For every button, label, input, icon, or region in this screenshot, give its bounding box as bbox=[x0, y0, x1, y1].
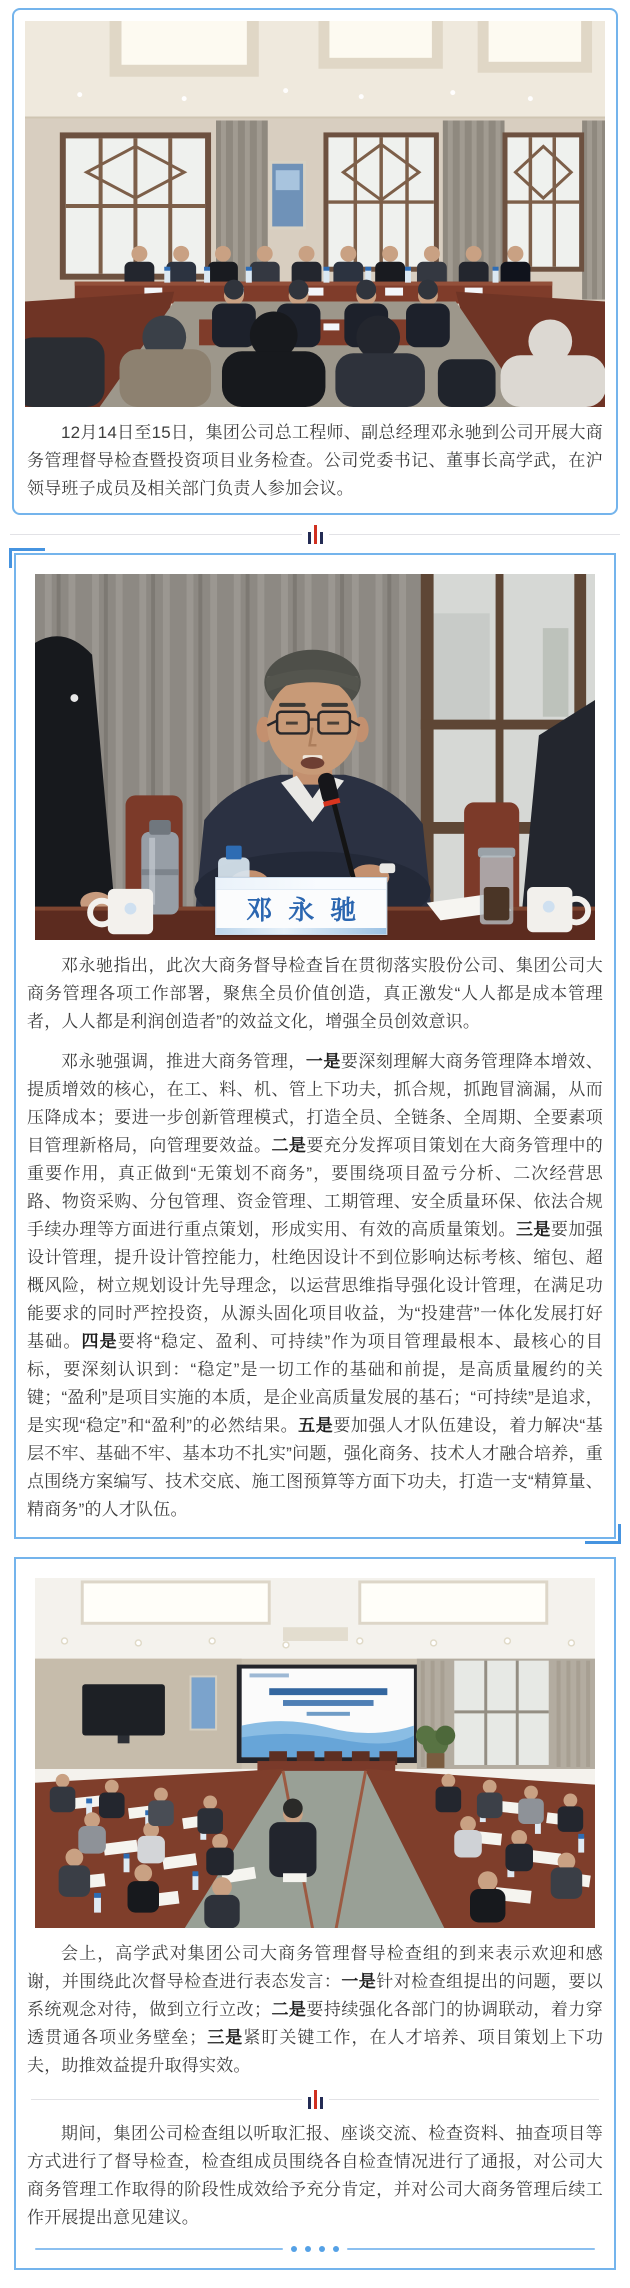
photo-deng-yongchi-speaking[interactable] bbox=[35, 574, 595, 940]
summary-paragraph-1: 会上，高学武对集团公司大商务管理督导检查组的到来表示欢迎和感谢，并围绕此次督导检查进行表态发言：一是针对检查组提出的问题，要以系统观念对待，做到立行立改；二是要持续强化各部门的协调联动，着力穿透贯通各项业务壁垒；三是紧盯关键工作，在人才培养、项目策划上下功夫，助推效益提升取得实效。 bbox=[27, 1944, 604, 2076]
article-page bbox=[0, 8, 630, 2288]
nameplate-wave-decoration bbox=[216, 928, 386, 934]
end-dots-icon bbox=[291, 2246, 339, 2252]
nameplate-text: 邓永驰 bbox=[246, 895, 373, 926]
photo-conference-room-2[interactable] bbox=[35, 1578, 595, 1928]
deng-paragraph-2: 邓永驰强调，推进大商务管理，一是要深刻理解大商务管理降本增效、提质增效的核心，在工、料、机、管上下功夫，抓合规，抓跑冒滴漏，从而压降成本；要进一步创新管理模式，打造全员、全链条、全周期、全要素项目管理新格局，向管理要效益。二是要充分发挥项目策划在大商务管理中的重要作用，真正做到“无策划不商务”，要围绕项目盈亏分析、二次经营思路、物资采购、分包管理、资金管理、工期管理、安全质量环保、依法合规手续办理等方面进行重点策划，形成实用、有效的高质量策划。三是要加强设计管理，提升设计管控能力，杜绝因设计不到位影响达标考核、缩包、超概风险，树立规划设计先导理念，以运营思维指导强化设计管理，在满足功能要求的同时严控投资，从源头固化项目收益，为“投建营”一体化发展打好基础。四是要将“稳定、盈利、可持续”作为项目管理最根本、最核心的目标，要深刻认识到：“稳定”是一切工作的基础和前提，是高质量履约的关键；“盈利”是项目实施的本质，是企业高质量发展的基石；“可持续”是追求，是实现“稳定”和“盈利”的必然结果。五是要加强人才队伍建设，着力解决“基层不牢、基础不牢、基本功不扎实”问题，强化商务、技术人才融合培养，重点围绕方案编写、技术交底、施工图预算等方面下功夫，打造一支“精算量、精商务”的人才队伍。 bbox=[27, 1052, 604, 1520]
corner-bracket-bottom-right bbox=[585, 1524, 621, 1544]
divider-bars-icon bbox=[308, 525, 323, 544]
divider-line bbox=[329, 2099, 600, 2100]
conference-room-illustration bbox=[25, 21, 605, 407]
divider-line bbox=[329, 534, 621, 535]
corner-bracket-top-left bbox=[9, 548, 45, 568]
divider-line bbox=[10, 534, 302, 535]
article-end-decoration bbox=[35, 2246, 595, 2252]
bottom-spacer bbox=[0, 2270, 630, 2288]
review-meeting-illustration bbox=[35, 1578, 595, 1928]
divider-line bbox=[31, 2099, 302, 2100]
end-line bbox=[347, 2248, 595, 2250]
photo-conference-room-1[interactable] bbox=[25, 21, 605, 407]
section-intro bbox=[12, 8, 618, 515]
intro-paragraph: 12月14日至15日，集团公司总工程师、副总经理邓永驰到公司开展大商务管理督导检查暨投资项目业务检查。公司党委书记、董事长高学武，在沪领导班子成员及相关部门负责人参加会议。 bbox=[27, 423, 603, 498]
summary-paragraph-2: 期间，集团公司检查组以听取汇报、座谈交流、检查资料、抽查项目等方式进行了督导检查，检查组成员围绕各自检查情况进行了通报，对公司大商务管理工作取得的阶段性成效给予充分肯定，并对公司大商务管理后续工作开展提出意见建议。 bbox=[27, 2124, 603, 2228]
section-meeting-summary bbox=[14, 1557, 616, 2270]
section-divider-2 bbox=[31, 2082, 599, 2116]
section-deng-remarks bbox=[14, 553, 616, 1539]
deng-paragraph-1: 邓永驰指出，此次大商务督导检查旨在贯彻落实股份公司、集团公司大商务管理各项工作部署，聚焦全员价值创造，真正激发“人人都是成本管理者，人人都是利润创造者”的效益文化，增强全员创效意识。 bbox=[27, 956, 603, 1032]
nameplate-logo-strip bbox=[216, 878, 386, 890]
end-line bbox=[35, 2248, 283, 2250]
speaker-nameplate bbox=[215, 877, 387, 935]
divider-bars-icon bbox=[308, 2090, 323, 2109]
section-divider-1 bbox=[10, 515, 620, 553]
